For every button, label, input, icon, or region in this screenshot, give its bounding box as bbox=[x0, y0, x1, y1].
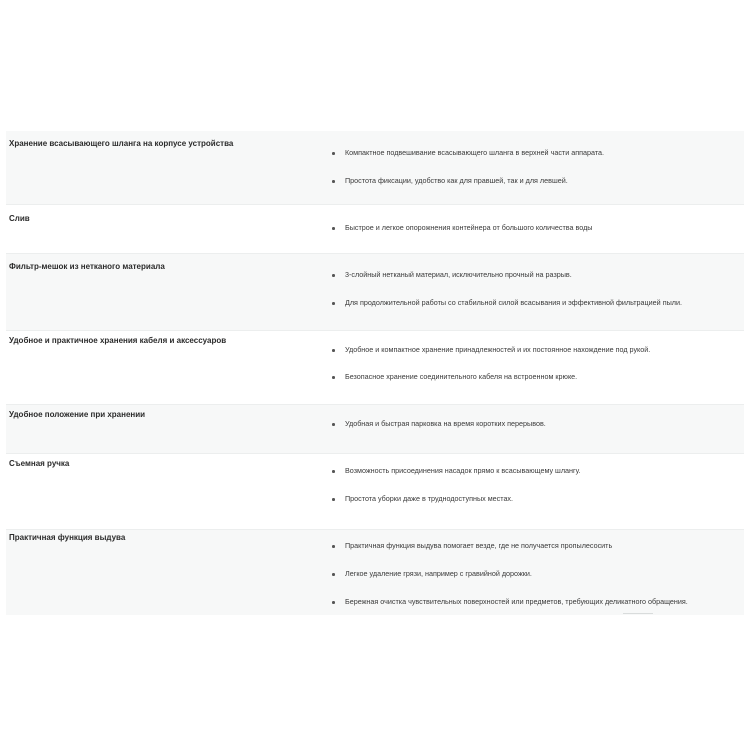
feature-bullet-text: Легкое удаление грязи, например с гравийной дорожки. bbox=[345, 569, 532, 578]
feature-title: Съемная ручка bbox=[9, 459, 70, 468]
feature-bullet-text: Безопасное хранение соединительного кабеля на встроенном крюке. bbox=[345, 372, 578, 381]
feature-bullet-text: Быстрое и легкое опорожнения контейнера от большого количества воды bbox=[345, 223, 593, 232]
bullet-dot-icon bbox=[332, 601, 335, 604]
feature-row bbox=[6, 131, 744, 204]
feature-bullet-text: Удобная и быстрая парковка на время коротких перерывов. bbox=[345, 419, 546, 428]
feature-bullet-text: Компактное подвешивание всасывающего шланга в верхней части аппарата. bbox=[345, 148, 605, 157]
feature-title: Слив bbox=[9, 214, 30, 223]
feature-table bbox=[6, 131, 744, 615]
feature-row bbox=[6, 205, 744, 253]
bullet-dot-icon bbox=[332, 376, 335, 379]
bullet-dot-icon bbox=[332, 545, 335, 548]
bullet-dot-icon bbox=[332, 498, 335, 501]
feature-bullet-text: Возможность присоединения насадок прямо к всасывающему шлангу. bbox=[345, 466, 581, 475]
feature-title: Удобное и практичное хранения кабеля и аксессуаров bbox=[9, 336, 227, 345]
bullet-dot-icon bbox=[332, 274, 335, 277]
feature-bullet-text: Бережная очистка чувствительных поверхностей или предметов, требующих деликатного обращения. bbox=[345, 597, 688, 606]
feature-row bbox=[6, 454, 744, 529]
bullet-dot-icon bbox=[332, 180, 335, 183]
bullet-dot-icon bbox=[332, 302, 335, 305]
feature-title: Практичная функция выдува bbox=[9, 533, 126, 542]
bullet-dot-icon bbox=[332, 423, 335, 426]
bullet-dot-icon bbox=[332, 152, 335, 155]
feature-bullet-text: 3-слойный нетканый материал, исключительно прочный на разрыв. bbox=[345, 270, 572, 279]
feature-bullet-text: Простота фиксации, удобство как для правшей, так и для левшей. bbox=[345, 176, 568, 185]
bullet-dot-icon bbox=[332, 470, 335, 473]
feature-row bbox=[6, 405, 744, 453]
bullet-dot-icon bbox=[332, 349, 335, 352]
bullet-dot-icon bbox=[332, 227, 335, 230]
feature-bullet-text: Удобное и компактное хранение принадлежностей и их постоянное нахождение под рукой. bbox=[345, 345, 651, 354]
feature-bullet-text: Практичная функция выдува помогает везде, где не получается пропылесосить bbox=[345, 541, 613, 550]
feature-title: Удобное положение при хранении bbox=[9, 410, 146, 419]
feature-title: Хранение всасывающего шланга на корпусе устройства bbox=[9, 139, 234, 148]
feature-row bbox=[6, 331, 744, 404]
feature-title: Фильтр-мешок из нетканого материала bbox=[9, 262, 165, 271]
feature-bullet-text: Для продолжительной работы со стабильной силой всасывания и эффективной фильтрацией пыли. bbox=[345, 298, 682, 307]
feature-bullet-text: Простота уборки даже в труднодоступных местах. bbox=[345, 494, 514, 503]
bottom-divider bbox=[623, 613, 653, 614]
feature-row bbox=[6, 254, 744, 330]
feature-row bbox=[6, 530, 744, 615]
bullet-dot-icon bbox=[332, 573, 335, 576]
